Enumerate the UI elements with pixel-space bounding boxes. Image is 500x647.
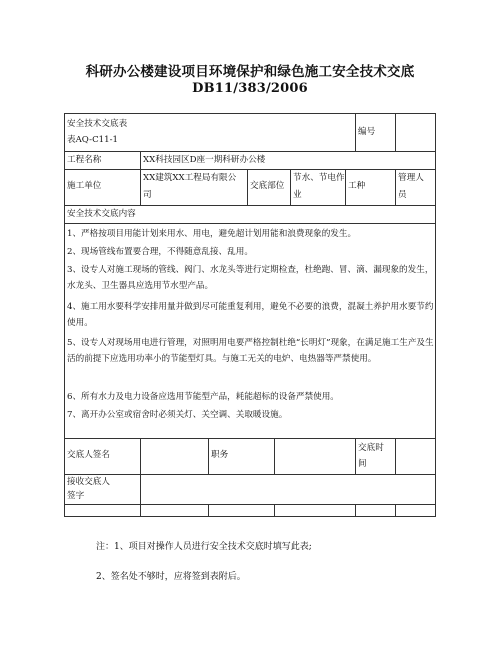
- construction-unit-label: 施工单位: [67, 181, 102, 191]
- col-divider: [140, 169, 141, 205]
- col-divider: [274, 504, 275, 516]
- construction-unit-value-cont: 司: [143, 190, 152, 200]
- position-field[interactable]: [277, 448, 353, 463]
- col-divider: [395, 169, 396, 205]
- col-divider: [355, 504, 356, 516]
- col-divider: [395, 504, 396, 516]
- footnote-2: 2、签名处不够时，应将签到表附后。: [96, 572, 246, 582]
- col-divider: [247, 169, 248, 205]
- row-divider: [64, 169, 436, 170]
- col-divider: [208, 438, 209, 474]
- handover-time-label-cont: 间: [358, 459, 367, 469]
- col-divider: [290, 169, 291, 205]
- number-field[interactable]: [398, 125, 433, 140]
- content-item-4: 4、施工用水要科学安排用量并做到尽可能重复利用，避免不必要的浪费，混凝土养护用水要节约使用。: [67, 302, 434, 328]
- col-divider: [140, 504, 141, 516]
- work-type-value[interactable]: 管理人: [398, 173, 424, 183]
- row-divider: [64, 504, 436, 505]
- col-divider: [355, 113, 356, 151]
- col-divider: [140, 474, 141, 504]
- col-divider: [395, 113, 396, 151]
- work-type-value-cont: 员: [398, 190, 407, 200]
- receiver-field[interactable]: [143, 481, 433, 496]
- col-divider: [140, 438, 141, 474]
- handover-time-field[interactable]: [398, 448, 433, 463]
- form-header-label: 安全技术交底表: [67, 119, 128, 129]
- col-divider: [395, 438, 396, 474]
- content-item-2: 2、现场管线布置要合理，不得随意乱接、乱用。: [67, 247, 253, 257]
- content-item-5: 5、设专人对现场用电进行管理，对照明用电要严格控制杜绝“长明灯”现象，在满足施工生产及生活的前提下应选用功率小的节能型灯具。与施工无关的电炉、电热器等严禁使用。: [67, 338, 434, 364]
- content-item-6: 6、所有水力及电力设备应选用节能型产品，耗能超标的设备严禁使用。: [67, 392, 339, 402]
- handover-part-label: 交底部位: [250, 181, 285, 191]
- signer-label: 交底人签名: [67, 450, 110, 460]
- project-name-label: 工程名称: [67, 155, 102, 165]
- signer-field[interactable]: [143, 448, 206, 463]
- position-label: 职务: [211, 450, 229, 460]
- border-top: [64, 113, 436, 114]
- border-bottom: [64, 516, 436, 517]
- col-divider: [140, 151, 141, 169]
- document-title: 科研办公楼建设项目环境保护和绿色施工安全技术交底: [85, 64, 415, 80]
- form-code-label: 表AQ-C11-1: [67, 135, 118, 145]
- row-divider: [64, 438, 436, 439]
- content-item-7: 7、离开办公室或宿舍时必须关灯、关空调、关取暖设施。: [67, 410, 288, 420]
- row-divider: [64, 223, 436, 224]
- handover-part-value[interactable]: 节水、节电作: [293, 173, 345, 183]
- content-section-title: 安全技术交底内容: [67, 209, 136, 219]
- handover-time-label: 交底时: [358, 443, 384, 453]
- project-name-value[interactable]: XX科技园区D座一期科研办公楼: [143, 155, 266, 165]
- row-divider: [64, 474, 436, 475]
- work-type-label: 工种: [348, 181, 366, 191]
- col-divider: [274, 438, 275, 474]
- row-divider: [64, 151, 436, 152]
- number-label: 编号: [358, 127, 376, 137]
- border-right: [435, 113, 436, 516]
- col-divider: [355, 438, 356, 474]
- col-divider: [345, 169, 346, 205]
- col-divider: [208, 504, 209, 516]
- border-left: [64, 113, 65, 516]
- content-item-1: 1、严格按项目用能计划来用水、用电，避免超计划用能和浪费现象的发生。: [67, 229, 357, 239]
- document-standard-code: DB11/383/2006: [192, 81, 308, 96]
- row-divider: [64, 205, 436, 206]
- safety-handover-form: [64, 113, 436, 516]
- footnote-1: 注：1、项目对操作人员进行安全技术交底时填写此表;: [96, 542, 312, 552]
- handover-part-value-cont: 业: [293, 190, 302, 200]
- receiver-label: 接收交底人: [67, 477, 110, 487]
- construction-unit-value[interactable]: XX建筑XX工程局有限公: [143, 173, 237, 183]
- receiver-label-cont: 签字: [67, 491, 85, 501]
- content-item-3: 3、设专人对施工现场的管线、阀门、水龙头等进行定期检查，杜绝跑、冒、滴、漏现象的发生，水龙头、卫生器具应选用节水型产品。: [67, 265, 434, 291]
